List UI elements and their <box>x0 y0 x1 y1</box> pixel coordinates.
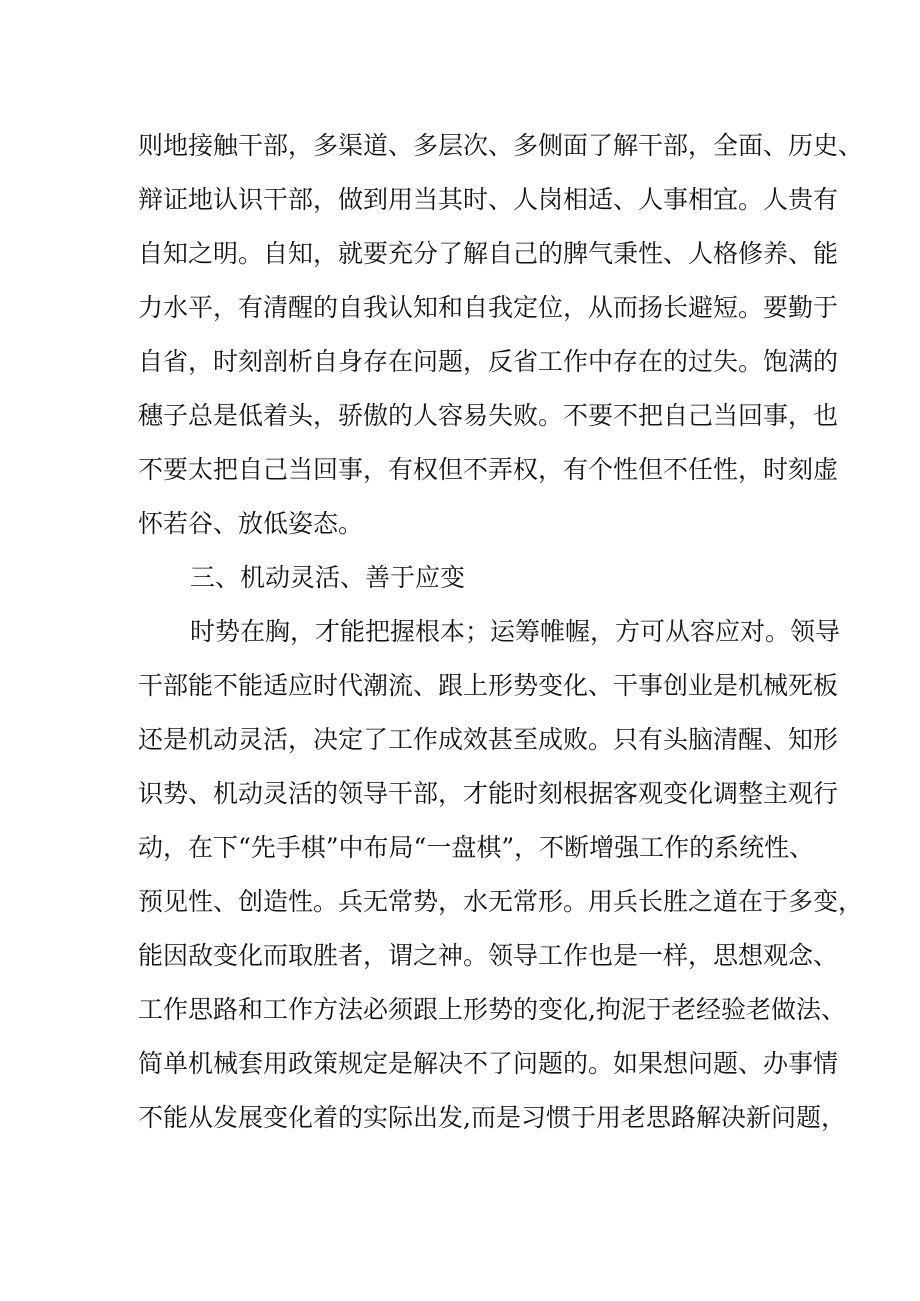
paragraph-line: 能因敌变化而取胜者，谓之神。领导工作也是一样，思想观念、 <box>138 941 839 970</box>
paragraph-line: 力水平，有清醒的自我认知和自我定位，从而扬长避短。要勤于 <box>138 293 839 322</box>
section-heading: 三、机动灵活、善于应变 <box>190 563 466 592</box>
paragraph-line: 识势、机动灵活的领导干部，才能时刻根据客观变化调整主观行 <box>138 779 839 808</box>
paragraph-line: 时势在胸，才能把握根本；运筹帷幄，方可从容应对。领导 <box>190 617 841 646</box>
paragraph-line: 动，在下“先手棋”中布局“一盘棋”，不断增强工作的系统性、 <box>138 833 815 862</box>
paragraph-line: 自知之明。自知，就要充分了解自己的脾气秉性、人格修养、能 <box>138 239 839 268</box>
paragraph-line: 则地接触干部，多渠道、多层次、多侧面了解干部，全面、历史、 <box>138 131 864 160</box>
paragraph-line: 自省，时刻剖析自身存在问题，反省工作中存在的过失。饱满的 <box>138 347 839 376</box>
paragraph-line: 干部能不能适应时代潮流、跟上形势变化、干事创业是机械死板 <box>138 671 839 700</box>
paragraph-line: 不能从发展变化着的实际出发,而是习惯于用老思路解决新问题， <box>138 1103 846 1132</box>
paragraph-line: 辩证地认识干部，做到用当其时、人岗相适、人事相宜。人贵有 <box>138 185 839 214</box>
paragraph-line: 简单机械套用政策规定是解决不了问题的。如果想问题、办事情 <box>138 1049 839 1078</box>
paragraph-line: 还是机动灵活，决定了工作成效甚至成败。只有头脑清醒、知形 <box>138 725 839 754</box>
paragraph-line: 工作思路和工作方法必须跟上形势的变化,拘泥于老经验老做法、 <box>138 995 846 1024</box>
paragraph-line: 穗子总是低着头，骄傲的人容易失败。不要不把自己当回事，也 <box>138 401 839 430</box>
paragraph-line: 不要太把自己当回事，有权但不弄权，有个性但不任性，时刻虚 <box>138 455 839 484</box>
paragraph-line: 预见性、创造性。兵无常势，水无常形。用兵长胜之道在于多变， <box>138 887 864 916</box>
paragraph-line: 怀若谷、放低姿态。 <box>138 509 364 538</box>
